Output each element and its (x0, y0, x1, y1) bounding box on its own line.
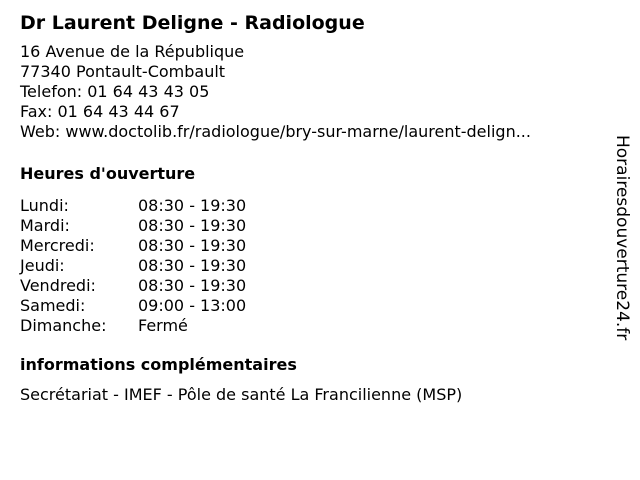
hours-row (20, 196, 246, 216)
hours-row (20, 276, 246, 296)
day-label: Vendredi: (20, 276, 96, 295)
time-range: Fermé (138, 316, 188, 335)
day-label: Lundi: (20, 196, 69, 215)
hours-row (20, 216, 246, 236)
day-label: Mardi: (20, 216, 70, 235)
time-range: 09:00 - 13:00 (138, 296, 247, 315)
phone-number: Telefon: 01 64 43 43 05 (20, 82, 210, 101)
hours-row (20, 296, 246, 316)
city-address: 77340 Pontault-Combault (20, 62, 226, 81)
info-text: Secrétariat - IMEF - Pôle de santé La Francilienne (MSP) (20, 385, 463, 404)
site-watermark: Horairesdouverture24.fr (612, 135, 632, 341)
time-range: 08:30 - 19:30 (138, 236, 247, 255)
street-address: 16 Avenue de la République (20, 42, 245, 61)
time-range: 08:30 - 19:30 (138, 216, 247, 235)
business-card (20, 10, 610, 405)
hours-row (20, 236, 246, 256)
hours-heading: Heures d'ouverture (20, 164, 196, 183)
time-range: 08:30 - 19:30 (138, 276, 247, 295)
opening-hours-table (20, 196, 246, 336)
day-label: Samedi: (20, 296, 86, 315)
day-label: Mercredi: (20, 236, 95, 255)
hours-row (20, 256, 246, 276)
info-heading: informations complémentaires (20, 355, 297, 374)
fax-number: Fax: 01 64 43 44 67 (20, 102, 180, 121)
day-label: Jeudi: (20, 256, 65, 275)
time-range: 08:30 - 19:30 (138, 196, 247, 215)
hours-row (20, 316, 246, 336)
day-label: Dimanche: (20, 316, 107, 335)
website-link: Web: www.doctolib.fr/radiologue/bry-sur-marne/laurent-delign... (20, 122, 531, 141)
time-range: 08:30 - 19:30 (138, 256, 247, 275)
page-title: Dr Laurent Deligne - Radiologue (20, 12, 365, 34)
address-block (20, 42, 610, 142)
